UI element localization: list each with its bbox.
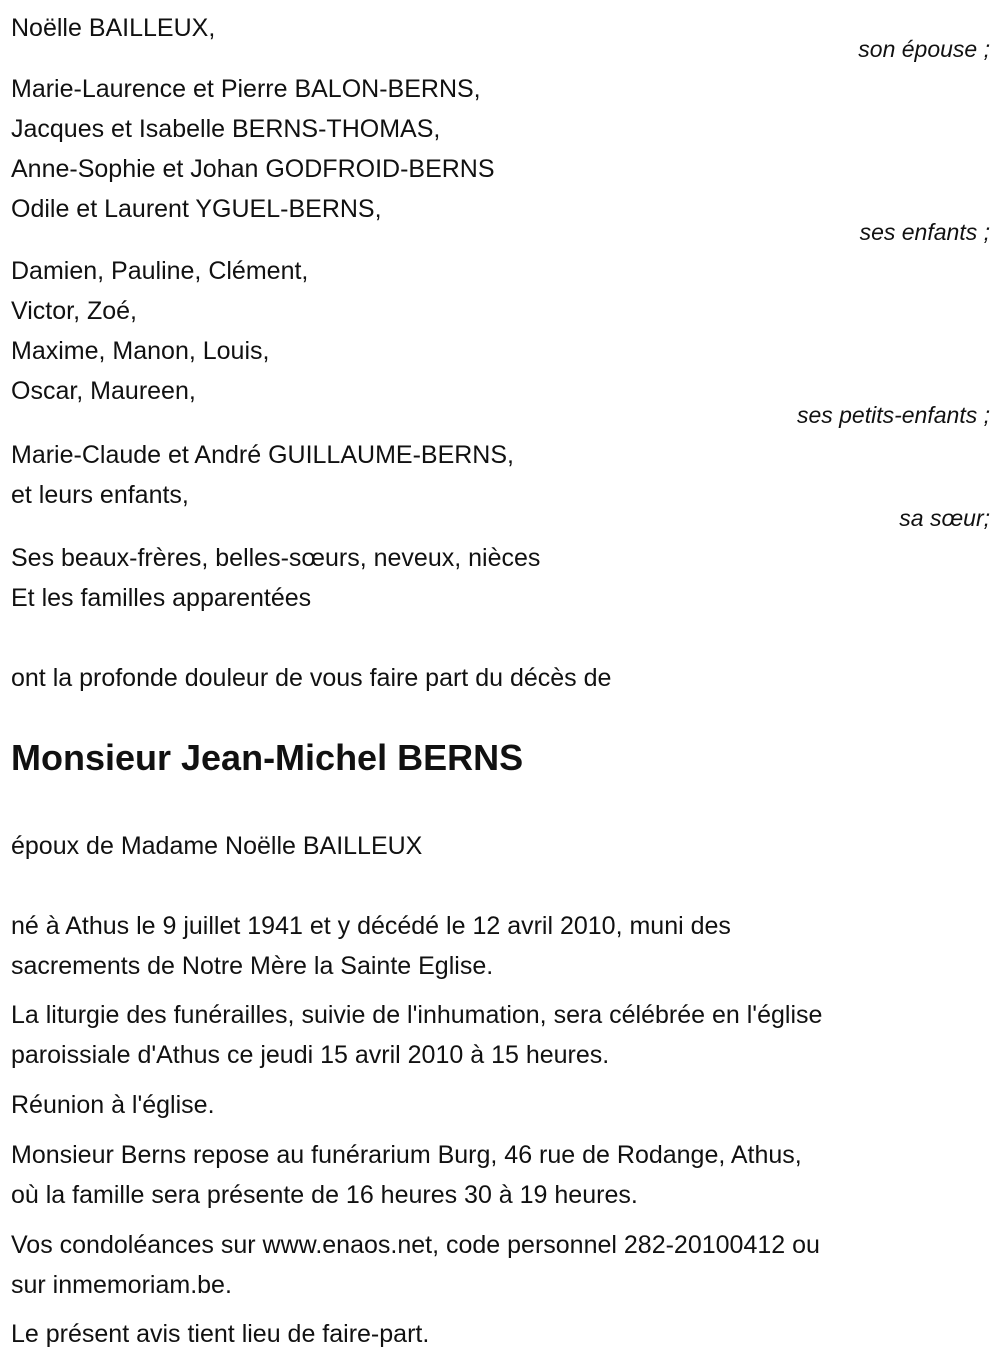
funeral-text: paroissiale d'Athus ce jeudi 15 avril 2010 à 15 heures. [11,1041,610,1069]
other-relatives: Et les familles apparentées [11,584,312,612]
relation-label: ses enfants ; [859,219,990,245]
grandchild-names: Damien, Pauline, Clément, [11,257,309,285]
funerarium-text: Monsieur Berns repose au funérarium Burg, 46 rue de Rodange, Athus, [11,1141,802,1169]
spouse-name: Noëlle BAILLEUX, [11,14,216,42]
condolences-text: sur inmemoriam.be. [11,1271,232,1299]
announcement-text: ont la profonde douleur de vous faire part du décès de [11,664,612,692]
child-name: Marie-Laurence et Pierre BALON-BERNS, [11,75,481,103]
relation-label: son épouse ; [858,36,990,62]
child-name: Anne-Sophie et Johan GODFROID-BERNS [11,155,495,183]
birth-death-text: né à Athus le 9 juillet 1941 et y décédé le 12 avril 2010, muni des [11,912,731,940]
deceased-name: Monsieur Jean-Michel BERNS [11,737,524,778]
meeting-text: Réunion à l'église. [11,1091,215,1119]
grandchild-names: Victor, Zoé, [11,297,137,325]
condolences-text: Vos condoléances sur www.enaos.net, code personnel 282-20100412 ou [11,1231,820,1259]
child-name: Jacques et Isabelle BERNS-THOMAS, [11,115,441,143]
relation-label: ses petits-enfants ; [796,402,990,428]
birth-death-text: sacrements de Notre Mère la Sainte Eglise. [11,952,494,980]
sister-name: et leurs enfants, [11,481,189,509]
spouse-of-text: époux de Madame Noëlle BAILLEUX [11,832,423,860]
other-relatives: Ses beaux-frères, belles-sœurs, neveux, nièces [11,544,541,572]
closing-text: Le présent avis tient lieu de faire-part. [11,1320,430,1348]
child-name: Odile et Laurent YGUEL-BERNS, [11,195,382,223]
relation-label: sa sœur; [899,505,990,531]
funeral-text: La liturgie des funérailles, suivie de l'inhumation, sera célébrée en l'église [11,1001,823,1029]
grandchild-names: Maxime, Manon, Louis, [11,337,270,365]
sister-name: Marie-Claude et André GUILLAUME-BERNS, [11,441,514,469]
grandchild-names: Oscar, Maureen, [11,377,196,405]
funerarium-text: où la famille sera présente de 16 heures 30 à 19 heures. [11,1181,638,1209]
